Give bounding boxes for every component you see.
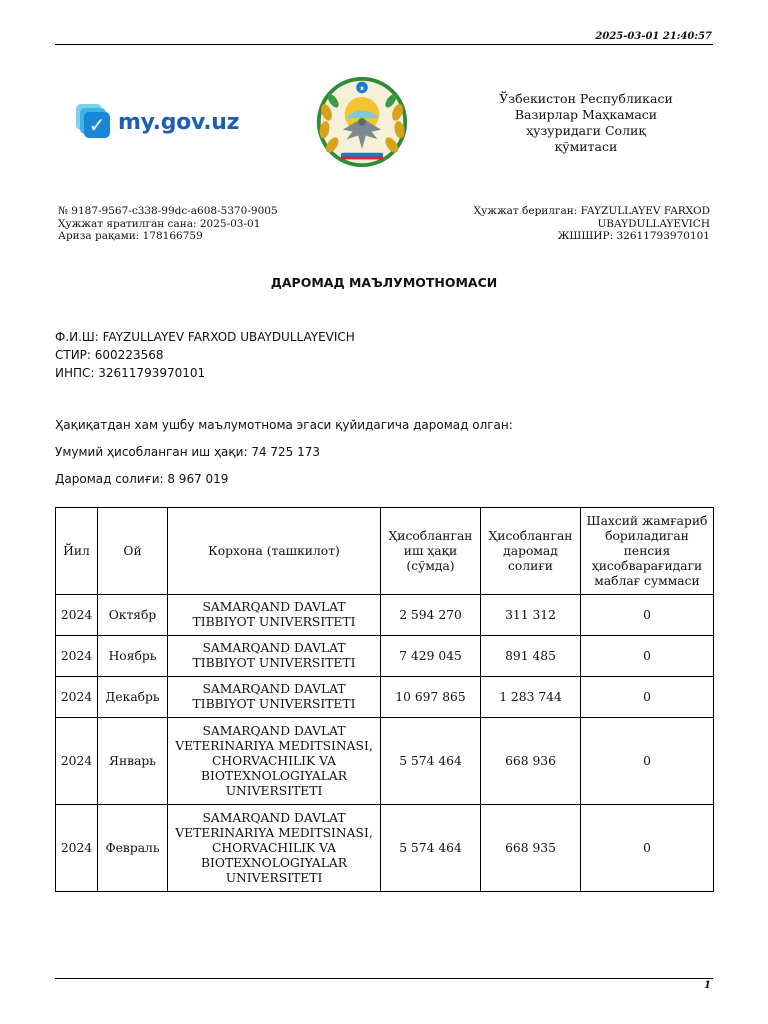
cell-income-tax: 1 283 744 bbox=[481, 677, 581, 718]
top-divider bbox=[55, 44, 713, 45]
cell-organization: SAMARQAND DAVLAT VETERINARIYA MEDITSINASI, CHORVACHILIK VA BIOTEXNOLOGIYALAR UNIVERSITETI bbox=[168, 718, 381, 805]
org-line: Ўзбекистон Республикаси bbox=[499, 91, 673, 106]
cell-income-tax: 668 935 bbox=[481, 805, 581, 892]
header-month: Ой bbox=[98, 508, 168, 595]
cell-month: Февраль bbox=[98, 805, 168, 892]
document-title: ДАРОМАД МАЪЛУМОТНОМАСИ bbox=[270, 275, 498, 290]
mygov-logo-text: my.gov.uz bbox=[118, 109, 240, 135]
cell-pension: 0 bbox=[581, 805, 714, 892]
cell-year: 2024 bbox=[56, 595, 98, 636]
header-income-tax: Ҳисобланган даромад солиғи bbox=[481, 508, 581, 595]
bottom-divider bbox=[55, 978, 713, 979]
document-number: № 9187-9567-c338-99dc-a608-5370-9005 bbox=[58, 205, 278, 217]
person-inps: ИНПС: 32611793970101 bbox=[55, 366, 206, 380]
income-tax-total: Даромад солиғи: 8 967 019 bbox=[55, 472, 229, 486]
cell-organization: SAMARQAND DAVLAT TIBBIYOT UNIVERSITETI bbox=[168, 595, 381, 636]
application-number: Ариза рақами: 178166759 bbox=[58, 230, 203, 242]
header-organization: Корхона (ташкилот) bbox=[168, 508, 381, 595]
cell-year: 2024 bbox=[56, 718, 98, 805]
cell-month: Январь bbox=[98, 718, 168, 805]
cell-salary: 7 429 045 bbox=[381, 636, 481, 677]
cell-income-tax: 891 485 bbox=[481, 636, 581, 677]
svg-text:★: ★ bbox=[358, 84, 366, 93]
mygov-logo-icon: ✓ bbox=[76, 104, 112, 140]
cell-pension: 0 bbox=[581, 718, 714, 805]
cell-month: Ноябрь bbox=[98, 636, 168, 677]
issued-to: Ҳужжат берилган: FAYZULLAYEV FARXOD UBAYDULLAYEVICH bbox=[473, 205, 710, 230]
person-fio: Ф.И.Ш: FAYZULLAYEV FARXOD UBAYDULLAYEVICH bbox=[55, 330, 355, 344]
cell-pension: 0 bbox=[581, 595, 714, 636]
cell-pension: 0 bbox=[581, 677, 714, 718]
org-line: ҳузуридаги Солиқ bbox=[526, 123, 646, 138]
document-created-date: Ҳужжат яратилган сана: 2025-03-01 bbox=[58, 217, 261, 230]
income-table bbox=[55, 507, 714, 892]
header-salary: Ҳисобланган иш ҳақи (сўмда) bbox=[381, 508, 481, 595]
cell-year: 2024 bbox=[56, 805, 98, 892]
header-year: Йил bbox=[56, 508, 98, 595]
recipient-meta bbox=[410, 205, 710, 243]
table-header-row bbox=[56, 508, 714, 595]
mygov-logo bbox=[76, 104, 239, 140]
table-row bbox=[56, 718, 714, 805]
state-emblem-icon bbox=[314, 74, 410, 170]
table-row bbox=[56, 595, 714, 636]
timestamp: 2025-03-01 21:40:57 bbox=[595, 31, 712, 42]
cell-pension: 0 bbox=[581, 636, 714, 677]
person-stir: СТИР: 600223568 bbox=[55, 348, 164, 362]
page-number: 1 bbox=[704, 980, 711, 991]
cell-salary: 5 574 464 bbox=[381, 805, 481, 892]
cell-salary: 2 594 270 bbox=[381, 595, 481, 636]
cell-month: Октябр bbox=[98, 595, 168, 636]
issuing-organization bbox=[470, 91, 702, 155]
cell-salary: 10 697 865 bbox=[381, 677, 481, 718]
cell-year: 2024 bbox=[56, 636, 98, 677]
cell-organization: SAMARQAND DAVLAT TIBBIYOT UNIVERSITETI bbox=[168, 677, 381, 718]
table-row bbox=[56, 805, 714, 892]
cell-income-tax: 668 936 bbox=[481, 718, 581, 805]
document-meta bbox=[58, 205, 278, 243]
org-line: Вазирлар Маҳкамаси bbox=[514, 107, 658, 122]
cell-salary: 5 574 464 bbox=[381, 718, 481, 805]
table-row bbox=[56, 636, 714, 677]
org-line: қўмитаси bbox=[554, 139, 618, 154]
header-pension: Шахсий жамғариб бориладиган пенсия ҳисобварағидаги маблағ суммаси bbox=[581, 508, 714, 595]
cell-organization: SAMARQAND DAVLAT VETERINARIYA MEDITSINASI, CHORVACHILIK VA BIOTEXNOLOGIYALAR UNIVERSITETI bbox=[168, 805, 381, 892]
income-intro: Ҳақиқатдан хам ушбу маълумотнома эгаси қуйидагича даромад олган: bbox=[55, 418, 513, 432]
cell-income-tax: 311 312 bbox=[481, 595, 581, 636]
total-salary: Умумий ҳисобланган иш ҳақи: 74 725 173 bbox=[55, 445, 321, 459]
person-info bbox=[55, 328, 355, 382]
cell-organization: SAMARQAND DAVLAT TIBBIYOT UNIVERSITETI bbox=[168, 636, 381, 677]
cell-month: Декабрь bbox=[98, 677, 168, 718]
cell-year: 2024 bbox=[56, 677, 98, 718]
recipient-pinfl: ЖШШИР: 32611793970101 bbox=[557, 230, 710, 242]
table-row bbox=[56, 677, 714, 718]
